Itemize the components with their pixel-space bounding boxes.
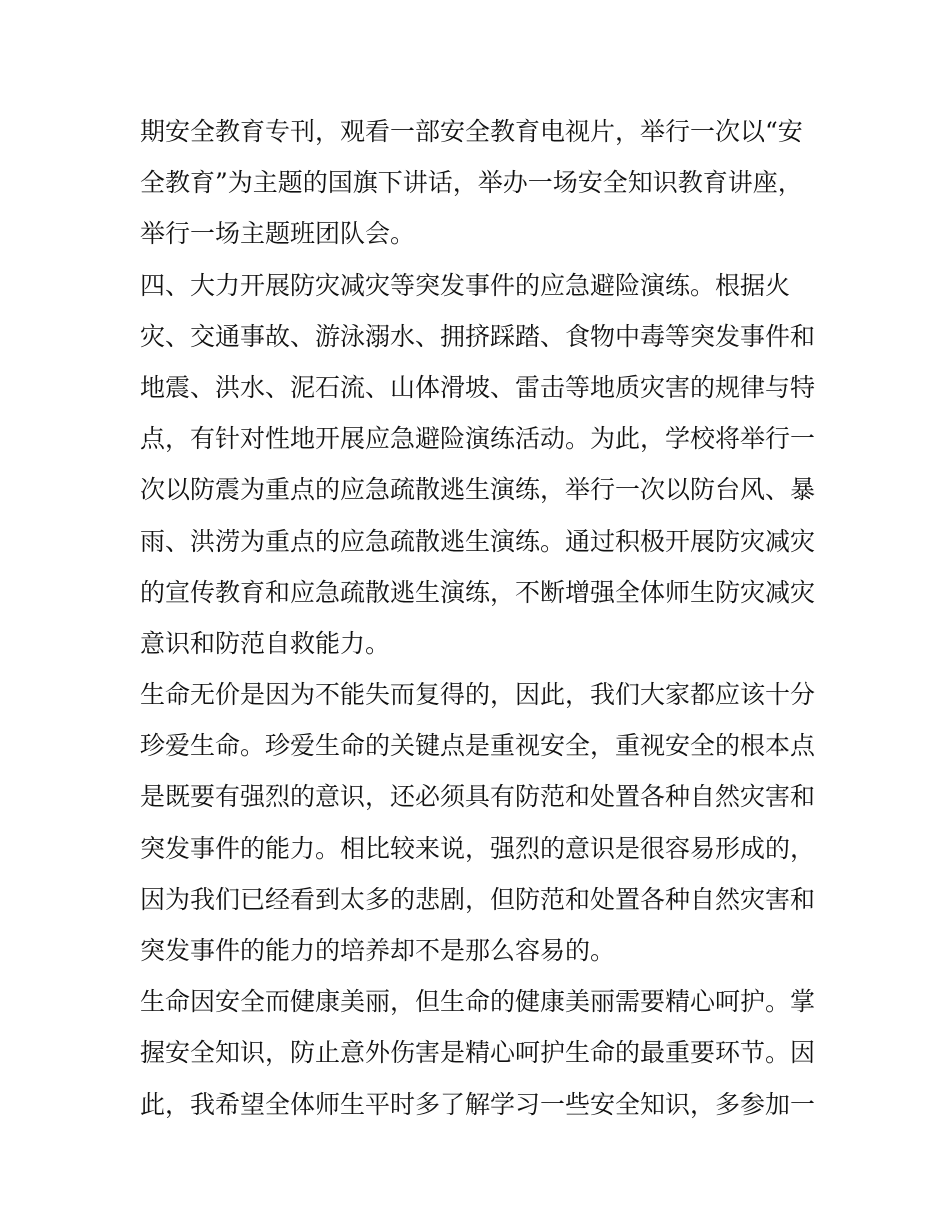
text-line: 举行一场主题班团队会。: [140, 219, 416, 249]
text-line: 灾、交通事故、游泳溺水、拥挤踩踏、食物中毒等突发事件和: [140, 321, 816, 351]
text-line: 突发事件的能力的培养却不是那么容易的。: [140, 936, 616, 965]
text-line: 生命无价是因为不能失而复得的，因此，我们大家都应该十分: [140, 680, 816, 710]
text-line: 珍爱生命。珍爱生命的关键点是重视安全，重视安全的根本点: [140, 731, 816, 761]
text-line: 雨、洪涝为重点的应急疏散逃生演练。通过积极开展防灾减灾: [140, 526, 816, 556]
text-line: 此，我希望全体师生平时多了解学习一些安全知识，多参加一: [140, 1089, 816, 1119]
text-line: 生命因安全而健康美丽，但生命的健康美丽需要精心呵护。掌: [140, 987, 816, 1017]
text-line: 四、大力开展防灾减灾等突发事件的应急避险演练。根据火: [140, 270, 791, 300]
text-line: 地震、洪水、泥石流、山体滑坡、雷击等地质灾害的规律与特: [140, 372, 816, 402]
text-line: 意识和防范自救能力。: [140, 628, 391, 658]
text-line: 因为我们已经看到太多的悲剧，但防范和处置各种自然灾害和: [140, 884, 816, 914]
text-line: 握安全知识，防止意外伤害是精心呵护生命的最重要环节。因: [140, 1038, 816, 1068]
text-line: 点，有针对性地开展应急避险演练活动。为此，学校将举行一: [140, 424, 816, 454]
text-line: 期安全教育专刊，观看一部安全教育电视片，举行一次以“安: [140, 117, 803, 146]
text-line: 的宣传教育和应急疏散逃生演练，不断增强全体师生防灾减灾: [140, 577, 816, 607]
text-line: 是既要有强烈的意识，还必须具有防范和处置各种自然灾害和: [140, 782, 816, 812]
text-line: 突发事件的能力。相比较来说，强烈的意识是很容易形成的，: [140, 833, 816, 863]
document-body: [140, 106, 820, 1130]
text-line: 次以防震为重点的应急疏散逃生演练，举行一次以防台风、暴: [140, 475, 816, 505]
text-line: 全教育”为主题的国旗下讲话，举办一场安全知识教育讲座，: [140, 168, 803, 198]
